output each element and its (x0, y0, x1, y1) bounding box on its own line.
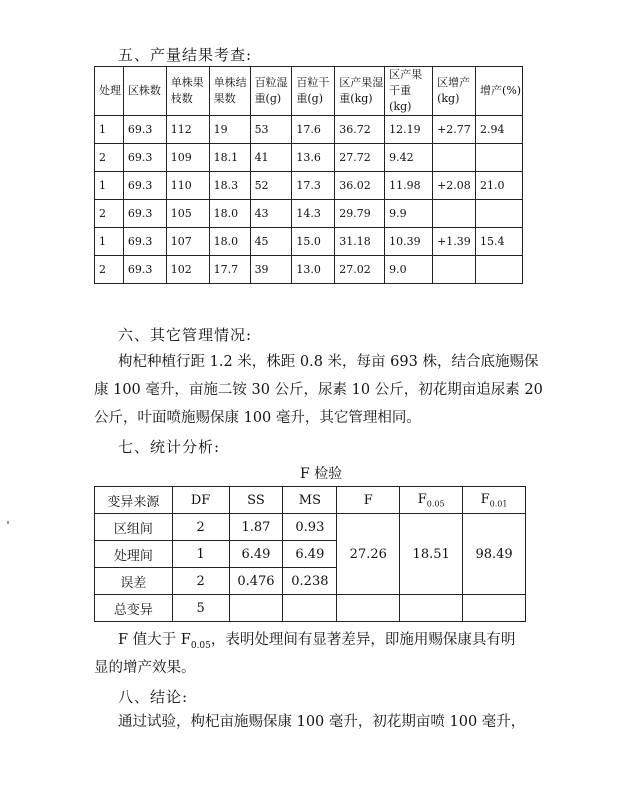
table-cell: 52 (250, 172, 292, 200)
f-test-table (94, 486, 526, 622)
table-cell: 105 (166, 200, 209, 228)
source-cell: 误差 (95, 568, 173, 595)
df-cell: 2 (172, 568, 229, 595)
table-cell: 18.1 (209, 144, 250, 172)
table-cell: 9.42 (385, 144, 433, 172)
ss-cell: 0.476 (229, 568, 283, 595)
table-cell: 13.6 (292, 144, 335, 172)
table-cell: 1 (95, 116, 124, 144)
f-value-cell: 27.26 (337, 514, 400, 595)
source-cell: 总变异 (95, 595, 173, 622)
header-cell: 增产(%) (476, 67, 523, 116)
section5-heading: 五、产量结果考查: (118, 46, 253, 64)
ms-cell (283, 595, 337, 622)
yield-table (94, 66, 523, 284)
table-cell: 2 (95, 200, 124, 228)
empty-cell (400, 595, 463, 622)
df-cell: 1 (172, 541, 229, 568)
table-cell: 15.0 (292, 228, 335, 256)
table-cell: 110 (166, 172, 209, 200)
header-cell: 单株结果数 (209, 67, 250, 116)
table-cell: 2 (95, 144, 124, 172)
header-cell: F (337, 487, 400, 514)
empty-cell (463, 595, 526, 622)
table-row (95, 172, 523, 200)
ms-cell: 0.93 (283, 514, 337, 541)
table-cell: 27.02 (335, 256, 385, 284)
table-row (95, 116, 523, 144)
table-cell: 107 (166, 228, 209, 256)
table-cell: 36.72 (335, 116, 385, 144)
table-cell: 19 (209, 116, 250, 144)
section8-line-1: 通过试验，枸杞亩施赐保康 100 毫升，初花期亩喷 100 毫升， (118, 714, 526, 730)
table-cell (476, 144, 523, 172)
section8-heading: 八、结论: (118, 688, 189, 706)
table-cell: 9.0 (385, 256, 433, 284)
table-cell: 36.02 (335, 172, 385, 200)
table-cell: 69.3 (123, 228, 166, 256)
header-cell: 区株数 (123, 67, 166, 116)
df-cell: 2 (172, 514, 229, 541)
table-cell: 45 (250, 228, 292, 256)
ss-cell: 1.87 (229, 514, 283, 541)
table-row (95, 256, 523, 284)
table-cell: 12.19 (385, 116, 433, 144)
table-cell (433, 144, 476, 172)
table-cell: 27.72 (335, 144, 385, 172)
table-cell: +2.08 (433, 172, 476, 200)
table-cell: 69.3 (123, 256, 166, 284)
table-cell: 9.9 (385, 200, 433, 228)
table-row (95, 514, 526, 541)
table-cell: 2.94 (476, 116, 523, 144)
header-cell: $F_{0.01}$ (463, 487, 526, 514)
section7-heading: 七、统计分析: (118, 438, 221, 456)
table-cell: +2.77 (433, 116, 476, 144)
header-cell: DF (172, 487, 229, 514)
table-cell: 13.0 (292, 256, 335, 284)
header-cell: 区增产(kg) (433, 67, 476, 116)
header-cell: 百粒湿重(g) (250, 67, 292, 116)
header-cell: $F_{0.05}$ (400, 487, 463, 514)
f-test-caption: F 检验 (300, 466, 343, 482)
table-cell: 41 (250, 144, 292, 172)
ms-cell: 6.49 (283, 541, 337, 568)
table-cell: 29.79 (335, 200, 385, 228)
section6-line-3: 公斤，叶面喷施赐保康 100 毫升，其它管理相同。 (94, 410, 421, 426)
table-cell: 69.3 (123, 200, 166, 228)
table-cell: 39 (250, 256, 292, 284)
table-cell: 69.3 (123, 172, 166, 200)
ss-cell (229, 595, 283, 622)
table-cell: 10.39 (385, 228, 433, 256)
table-row (95, 144, 523, 172)
table-cell (433, 256, 476, 284)
table-cell: 102 (166, 256, 209, 284)
empty-cell (337, 595, 400, 622)
scan-mark (7, 521, 9, 524)
header-cell: MS (283, 487, 337, 514)
table-cell: 17.6 (292, 116, 335, 144)
source-cell: 区组间 (95, 514, 173, 541)
table-cell (433, 200, 476, 228)
header-cell: 变异来源 (95, 487, 173, 514)
table-cell: 21.0 (476, 172, 523, 200)
table-cell: +1.39 (433, 228, 476, 256)
table-cell: 17.3 (292, 172, 335, 200)
table-cell: 1 (95, 228, 124, 256)
table-cell: 2 (95, 256, 124, 284)
f-table-header-row (95, 487, 526, 514)
table-cell: 15.4 (476, 228, 523, 256)
table-cell: 1 (95, 172, 124, 200)
header-cell: 区产果干重(kg) (385, 67, 433, 116)
header-cell: SS (229, 487, 283, 514)
table-row (95, 200, 523, 228)
table-cell: 18.0 (209, 228, 250, 256)
header-cell: 单株果枝数 (166, 67, 209, 116)
header-cell: 区产果湿重(kg) (335, 67, 385, 116)
table-cell: 109 (166, 144, 209, 172)
section6-heading: 六、其它管理情况: (118, 326, 253, 344)
section6-line-1: 枸杞种植行距 1.2 米，株距 0.8 米，每亩 693 株，结合底施赐保 (118, 354, 539, 370)
table-row (95, 228, 523, 256)
df-cell: 5 (172, 595, 229, 622)
table-cell (476, 200, 523, 228)
header-cell: 百粒干重(g) (292, 67, 335, 116)
table-cell: 11.98 (385, 172, 433, 200)
table-cell: 18.3 (209, 172, 250, 200)
table-cell: 69.3 (123, 144, 166, 172)
f005-value-cell: 18.51 (400, 514, 463, 595)
table-cell: 31.18 (335, 228, 385, 256)
table-cell (476, 256, 523, 284)
table-cell: 14.3 (292, 200, 335, 228)
header-cell: 处理 (95, 67, 124, 116)
ss-cell: 6.49 (229, 541, 283, 568)
source-cell: 处理间 (95, 541, 173, 568)
table-cell: 112 (166, 116, 209, 144)
ms-cell: 0.238 (283, 568, 337, 595)
table-cell: 53 (250, 116, 292, 144)
f-note-line-2: 显的增产效果。 (94, 660, 196, 676)
section6-line-2: 康 100 毫升，亩施二铵 30 公斤，尿素 10 公斤，初花期亩追尿素 20 (94, 382, 543, 398)
f-note-line-1: F 值大于 $F_{0.05}$，表明处理间有显著差异，即施用赐保康具有明 (118, 632, 516, 651)
yield-table-header-row (95, 67, 523, 116)
table-cell: 69.3 (123, 116, 166, 144)
table-cell: 17.7 (209, 256, 250, 284)
f001-value-cell: 98.49 (463, 514, 526, 595)
table-cell: 43 (250, 200, 292, 228)
table-cell: 18.0 (209, 200, 250, 228)
yield-table-body (95, 116, 523, 284)
table-row (95, 595, 526, 622)
